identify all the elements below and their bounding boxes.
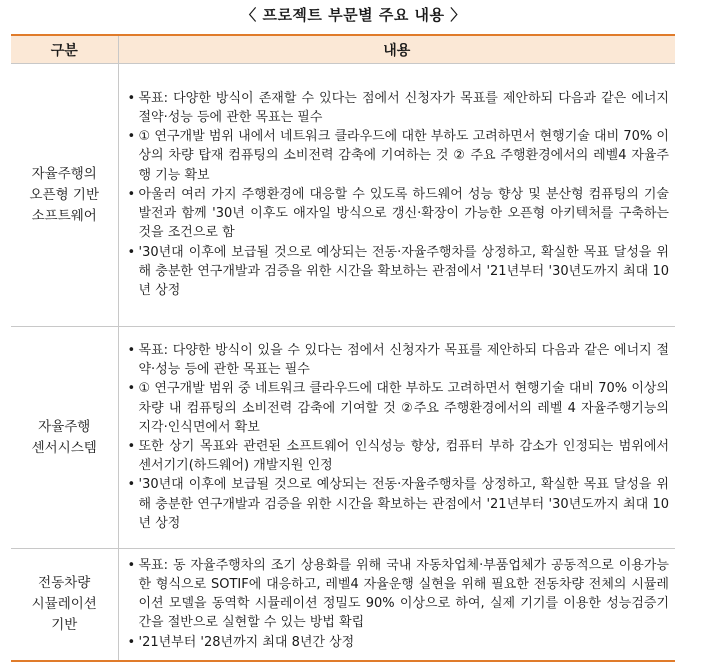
- item-text: ① 연구개발 범위 중 네트워크 클라우드에 대한 부하도 고려하면서 현행기술 대비 70% 이상의 차량 내 컴퓨팅의 소비전력 감축에 기여할 것 ②주요 주행환경에서의 레벨 4 자율주행기능의 지각·인식면에서 확보: [138, 381, 669, 435]
- item-text: 목표: 동 자율주행차의 조기 상용화를 위해 국내 자동차업체·부품업체가 공동적으로 이용가능한 형식으로 SOTIF에 대응하고, 레벨4 자율운행 실현을 위해 필요한 전동차량 전체의 시뮬레이션 모델을 동역학 시뮬레이션 정밀도 90% 이상으로 하여, 실제 기기를 이용한 성능검증기간을 절반으로 실현할 수 있는 방법 확립: [138, 557, 669, 631]
- header-content: 내용: [118, 35, 675, 64]
- row-content: [118, 64, 675, 327]
- list-item: [128, 475, 670, 533]
- list-item: [128, 556, 670, 633]
- header-row: [11, 35, 675, 64]
- bullet-icon: •: [127, 381, 136, 397]
- row-content: [118, 549, 675, 661]
- bullet-icon: •: [127, 342, 136, 358]
- bullet-icon: •: [127, 477, 136, 493]
- project-table: [11, 34, 675, 662]
- bullet-icon: •: [127, 90, 136, 106]
- item-text: 아울러 여러 가지 주행환경에 대응할 수 있도록 하드웨어 성능 향상 및 분산형 컴퓨팅의 기술 발전과 함께 '30년 이후도 애자일 방식으로 갱신·확장이 가능한 오픈형 아키텍처를 구축하는 것을 조건으로 함: [138, 186, 669, 241]
- bullet-icon: •: [127, 557, 136, 573]
- item-text: 또한 상기 목표와 관련된 소프트웨어 인식성능 향상, 컴퓨터 부하 감소가 인정되는 범위에서 센서기기(하드웨어) 개발지원 인정: [138, 439, 669, 474]
- bullet-icon: •: [127, 129, 136, 145]
- item-text: '21년부터 '28년까지 최대 8년간 상정: [138, 634, 355, 650]
- table-title: 〈 프로젝트 부문별 주요 내용 〉: [241, 6, 466, 24]
- list-item: [128, 437, 670, 475]
- list-item: [128, 89, 670, 127]
- item-text: '30년대 이후에 보급될 것으로 예상되는 전동·자율주행차를 상정하고, 확실한 목표 달성을 위해 충분한 연구개발과 검증을 위한 시간을 확보하는 관점에서 '21년부터 '30년도까지 최대 10년 상정: [138, 477, 669, 531]
- item-text: '30년대 이후에 보급될 것으로 예상되는 전동·자율주행차를 상정하고, 확실한 목표 달성을 위해 충분한 연구개발과 검증을 위한 시간을 확보하는 관점에서 '21년부터 '30년도까지 최대 10년 상정: [138, 244, 669, 298]
- bullet-icon: •: [127, 439, 136, 454]
- list-item: [128, 243, 670, 301]
- item-text: 목표: 다양한 방식이 존재할 수 있다는 점에서 신청자가 목표를 제안하되 다음과 같은 에너지 절약·성능 등에 관한 목표는 필수: [138, 90, 669, 126]
- bullet-icon: •: [127, 634, 136, 650]
- list-item: [128, 379, 670, 437]
- header-category: 구분: [11, 35, 118, 64]
- bullet-icon: •: [127, 244, 136, 260]
- list-item: [128, 185, 670, 243]
- list-item: [128, 341, 670, 379]
- table-row: [11, 327, 675, 549]
- bullet-icon: •: [127, 186, 136, 202]
- table-row: [11, 64, 675, 327]
- table-row: [11, 549, 675, 661]
- item-text: ① 연구개발 범위 내에서 네트워크 클라우드에 대한 부하도 고려하면서 현행기술 대비 70% 이상의 차량 탑재 컴퓨팅의 소비전력 감축에 기여하는 것 ② 주요 주행환경에서의 레벨4 자율주행 기능 확보: [138, 129, 669, 183]
- row-content: [118, 327, 675, 549]
- row-category: 자율주행의 오픈형 기반 소프트웨어: [11, 64, 118, 327]
- list-item: [128, 127, 670, 185]
- row-category: 자율주행 센서시스템: [11, 327, 118, 549]
- item-text: 목표: 다양한 방식이 있을 수 있다는 점에서 신청자가 목표를 제안하되 다음과 같은 에너지 절약·성능 등에 관한 목표는 필수: [138, 342, 669, 378]
- row-category: 전동차량 시뮬레이션 기반: [11, 549, 118, 661]
